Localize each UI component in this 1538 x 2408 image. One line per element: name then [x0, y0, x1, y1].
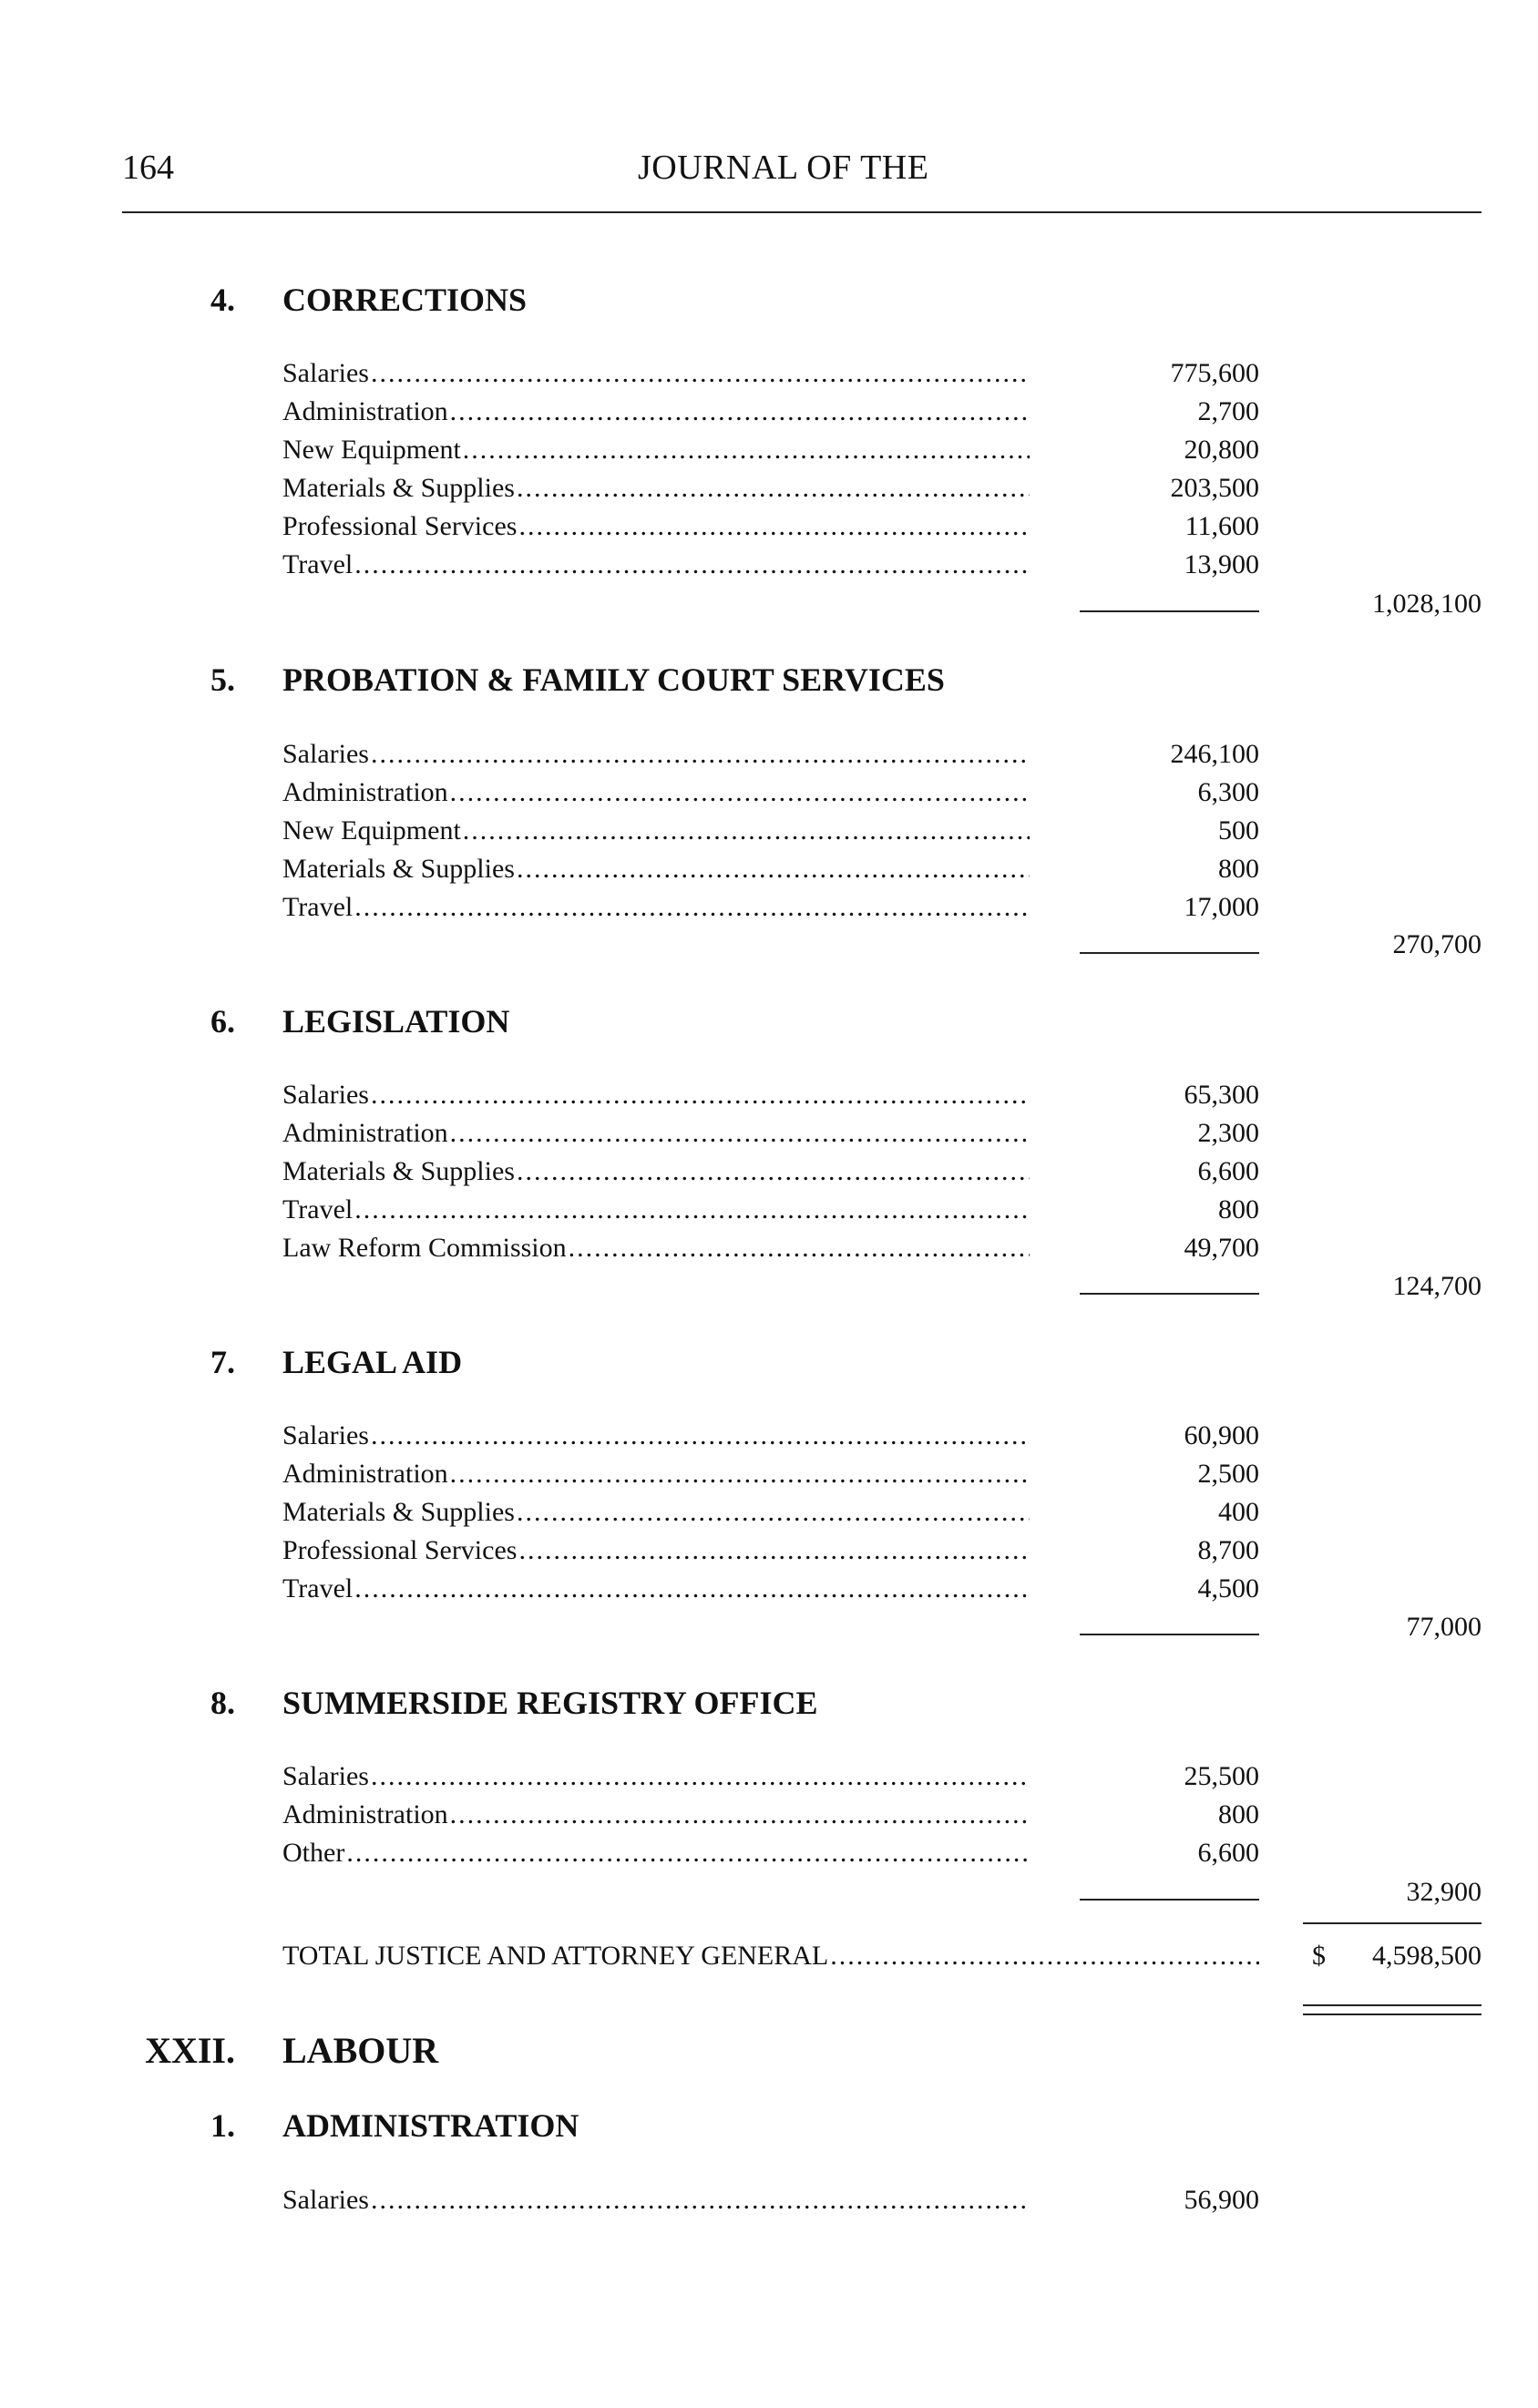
line-item-amount: 800	[1218, 854, 1259, 884]
line-item-amount: 49,700	[1184, 1233, 1259, 1263]
dot-leader	[463, 815, 1030, 846]
line-item-label: Other	[282, 1838, 345, 1868]
line-item-amount: 400	[1218, 1497, 1259, 1527]
line-item-label: Materials & Supplies	[282, 1156, 515, 1186]
section-number: 7.	[210, 1344, 235, 1380]
line-item-label: Salaries	[282, 1080, 369, 1110]
line-item-amount: 11,600	[1184, 511, 1259, 541]
dot-leader	[354, 1194, 1030, 1225]
line-item-amount: 6,600	[1197, 1838, 1259, 1868]
line-item-label: New Equipment	[282, 815, 461, 845]
line-item	[282, 1156, 1259, 1193]
part-title: LABOUR	[282, 2030, 439, 2071]
dot-leader	[518, 511, 1030, 542]
line-item	[282, 358, 1259, 395]
line-item	[282, 1573, 1259, 1610]
line-item-label: Materials & Supplies	[282, 854, 515, 884]
line-item	[282, 1118, 1259, 1154]
section-title: ADMINISTRATION	[282, 2107, 579, 2144]
grand-total-double-rule	[1303, 2013, 1482, 2015]
line-item-label: Travel	[282, 1194, 354, 1224]
line-item-label: Professional Services	[282, 1535, 518, 1565]
line-item-label: Salaries	[282, 358, 369, 388]
line-item-amount: 246,100	[1170, 739, 1259, 769]
line-item-amount: 4,500	[1197, 1573, 1259, 1604]
line-item-label: Travel	[282, 892, 354, 922]
line-item-amount: 2,300	[1197, 1118, 1259, 1148]
line-item-amount: 65,300	[1184, 1080, 1259, 1110]
line-item-amount: 2,700	[1197, 396, 1259, 426]
line-item	[282, 854, 1259, 890]
grand-total-double-rule	[1303, 2004, 1482, 2006]
line-item-amount: 17,000	[1184, 892, 1259, 922]
dot-leader	[371, 2185, 1030, 2216]
section-title: CORRECTIONS	[282, 282, 528, 318]
dot-leader	[450, 777, 1030, 808]
line-item	[282, 1194, 1259, 1231]
dot-leader	[354, 549, 1030, 580]
section-title: PROBATION & FAMILY COURT SERVICES	[282, 661, 945, 698]
line-item-amount: 60,900	[1184, 1420, 1259, 1450]
line-item-label: Salaries	[282, 1420, 369, 1450]
running-head: JOURNAL OF THE	[638, 149, 929, 187]
line-item-amount: 8,700	[1197, 1535, 1259, 1565]
line-item	[282, 892, 1259, 928]
dot-leader	[371, 1420, 1030, 1451]
line-item-amount: 203,500	[1170, 473, 1259, 503]
grand-total-label: TOTAL JUSTICE AND ATTORNEY GENERAL	[282, 1941, 829, 1971]
line-item	[282, 511, 1259, 548]
line-item-label: Salaries	[282, 2185, 369, 2215]
line-item	[282, 549, 1259, 586]
section-title: LEGAL AID	[282, 1344, 463, 1380]
dot-leader	[450, 1118, 1030, 1149]
dot-leader	[354, 892, 1030, 923]
currency-symbol: $	[1312, 1941, 1326, 1971]
line-item-label: Professional Services	[282, 511, 518, 541]
grand-total-row	[282, 1941, 1482, 1977]
line-item-label: New Equipment	[282, 435, 461, 465]
line-item	[282, 1497, 1259, 1533]
line-item-amount: 775,600	[1170, 358, 1259, 388]
section-number: 8.	[210, 1685, 235, 1721]
line-item-label: Law Reform Commission	[282, 1233, 567, 1263]
section-total: 1,028,100	[1372, 589, 1482, 619]
line-item	[282, 815, 1259, 852]
subtotal-rule	[1080, 1899, 1259, 1901]
dot-leader	[371, 1080, 1030, 1111]
section-total: 32,900	[1406, 1877, 1482, 1907]
line-item	[282, 435, 1259, 471]
dot-leader	[371, 739, 1030, 770]
section-title: SUMMERSIDE REGISTRY OFFICE	[282, 1685, 818, 1721]
line-item	[282, 1535, 1259, 1572]
dot-leader	[354, 1573, 1030, 1604]
line-item-amount: 800	[1218, 1799, 1259, 1829]
line-item-amount: 56,900	[1184, 2185, 1259, 2215]
dot-leader	[517, 1156, 1030, 1187]
dot-leader	[450, 1799, 1030, 1830]
line-item-amount: 6,300	[1197, 777, 1259, 807]
dot-leader	[517, 473, 1030, 504]
subtotal-rule	[1080, 1634, 1259, 1635]
line-item	[282, 777, 1259, 814]
line-item-label: Salaries	[282, 1761, 369, 1791]
line-item-amount: 25,500	[1184, 1761, 1259, 1791]
section-title: LEGISLATION	[282, 1003, 510, 1040]
section-number: 6.	[210, 1003, 235, 1040]
grand-total-rule-top	[1303, 1922, 1482, 1924]
line-item-amount: 800	[1218, 1194, 1259, 1224]
part-number: XXII.	[145, 2030, 235, 2071]
line-item-label: Salaries	[282, 739, 369, 769]
line-item-amount: 20,800	[1184, 435, 1259, 465]
section-total: 77,000	[1406, 1612, 1482, 1642]
line-item-label: Administration	[282, 1799, 448, 1829]
line-item	[282, 396, 1259, 433]
dot-leader	[371, 358, 1030, 389]
line-item-label: Travel	[282, 1573, 354, 1604]
line-item-label: Travel	[282, 549, 354, 579]
section-number: 5.	[210, 661, 235, 698]
line-item	[282, 1080, 1259, 1116]
line-item-amount: 500	[1218, 815, 1259, 845]
line-item	[282, 1233, 1259, 1269]
subtotal-rule	[1080, 1293, 1259, 1295]
dot-leader	[830, 1941, 1259, 1972]
dot-leader	[450, 1459, 1030, 1490]
subtotal-rule	[1080, 952, 1259, 954]
section-total: 270,700	[1392, 929, 1482, 959]
subtotal-rule	[1080, 610, 1259, 612]
line-item	[282, 2185, 1259, 2221]
dot-leader	[517, 854, 1030, 885]
line-item-label: Materials & Supplies	[282, 473, 515, 503]
line-item-label: Administration	[282, 1459, 448, 1489]
line-item-label: Administration	[282, 1118, 448, 1148]
line-item	[282, 1799, 1259, 1836]
line-item-amount: 2,500	[1197, 1459, 1259, 1489]
dot-leader	[346, 1838, 1030, 1869]
line-item-amount: 13,900	[1184, 549, 1259, 579]
section-total: 124,700	[1392, 1271, 1482, 1301]
line-item-amount: 6,600	[1197, 1156, 1259, 1186]
section-number: 4.	[210, 282, 235, 318]
line-item	[282, 1838, 1259, 1874]
line-item-label: Materials & Supplies	[282, 1497, 515, 1527]
section-number: 1.	[210, 2107, 235, 2144]
grand-total-amount: 4,598,500	[1372, 1941, 1482, 1971]
dot-leader	[463, 435, 1030, 466]
line-item-label: Administration	[282, 777, 448, 807]
dot-leader	[371, 1761, 1030, 1792]
dot-leader	[450, 396, 1030, 427]
dot-leader	[517, 1497, 1030, 1528]
line-item	[282, 1420, 1259, 1457]
line-item	[282, 1761, 1259, 1798]
page-number: 164	[122, 149, 174, 187]
dot-leader	[518, 1535, 1030, 1566]
dot-leader	[569, 1233, 1030, 1264]
line-item	[282, 473, 1259, 509]
line-item	[282, 739, 1259, 775]
line-item	[282, 1459, 1259, 1495]
line-item-label: Administration	[282, 396, 448, 426]
header-rule	[122, 211, 1482, 213]
